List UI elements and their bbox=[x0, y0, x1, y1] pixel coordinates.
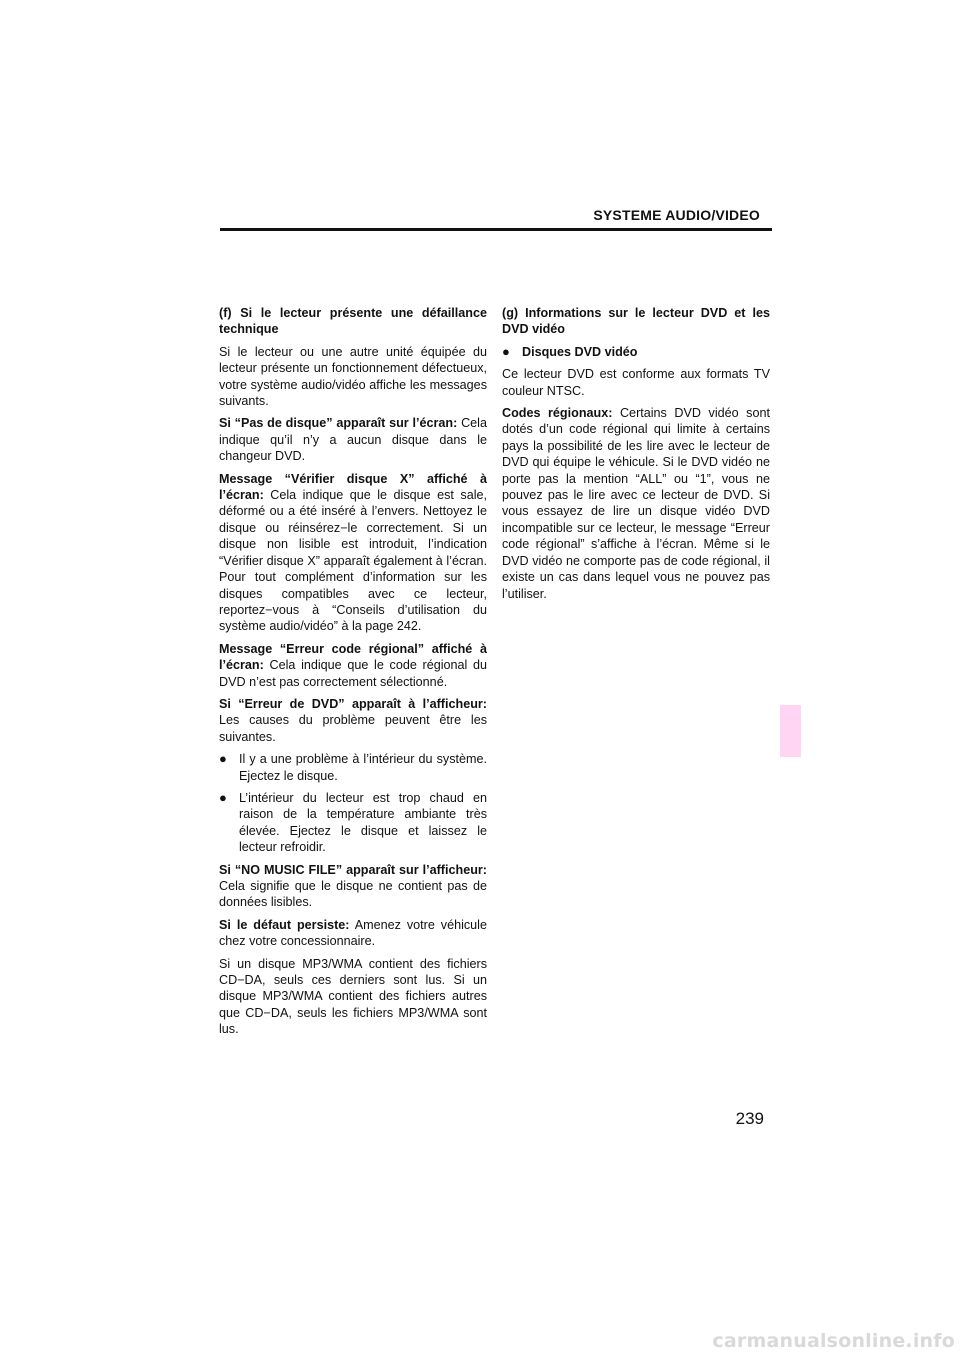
lead-text: Codes régionaux: bbox=[502, 406, 613, 421]
bullet-text: L’intérieur du lecteur est trop chaud en raison de la température ambiante très élevée. Ejectez le disque et laissez le lecteur refroidir. bbox=[239, 790, 487, 855]
lead-text: Message “Vérifier disque X” affiché à l’écran: bbox=[219, 471, 487, 503]
bullet-icon: ● bbox=[219, 751, 227, 767]
body-text: Cela indique qu’il n’y a aucun disque dans le changeur DVD. bbox=[219, 416, 487, 464]
lead-text: Message “Erreur code régional” affiché à l’écran: bbox=[219, 641, 487, 673]
right-column bbox=[502, 305, 770, 608]
section-title: SYSTEME AUDIO/VIDEO bbox=[593, 207, 760, 223]
closing-paragraph: Si un disque MP3/WMA contient des fichiers CD−DA, seuls ces derniers sont lus. Si un disque MP3/WMA contient des fichiers autres que CD−DA, seuls les fichiers MP3/WMA sont lus. bbox=[219, 956, 487, 1037]
bullet-text: Il y a une problème à l’intérieur du système. Ejectez le disque. bbox=[239, 752, 487, 783]
page-number: 239 bbox=[735, 1109, 764, 1128]
bullet-title bbox=[502, 344, 770, 360]
bullet-item bbox=[219, 751, 487, 784]
bullet-item bbox=[219, 790, 487, 856]
header-rule bbox=[220, 228, 772, 231]
left-column bbox=[219, 305, 487, 1044]
body-text: Amenez votre véhicule chez votre concessionnaire. bbox=[219, 917, 487, 949]
intro-paragraph: Si le lecteur ou une autre unité équipée du lecteur présente un fonctionnement défectueux, votre système audio/vidéo affiche les messages suivants. bbox=[219, 344, 487, 409]
body-text: Certains DVD vidéo sont dotés d’un code régional qui limite à certains pays la possibilité de les lire avec le lecteur de DVD qui équipe le véhicule. Si le DVD vidéo ne porte pas la mention “ALL” ou “1”, vous ne pouvez pas le lire avec ce lecteur de DVD. Si vous essayez de lire un disque vidéo DVD incompatible sur ce lecteur, le message “Erreur code régional” s’affiche à l’écran. Même si le DVD vidéo ne comporte pas de code régional, il existe un cas dans lequel vous ne pouvez pas l’utiliser. bbox=[502, 406, 770, 601]
lead-text: Si “NO MUSIC FILE” apparaît sur l’afficheur: bbox=[219, 862, 487, 877]
section-f-heading: (f) Si le lecteur présente une défaillance technique bbox=[219, 306, 487, 337]
section-g-heading: (g) Informations sur le lecteur DVD et les DVD vidéo bbox=[502, 306, 770, 337]
message-check-disc bbox=[219, 471, 487, 635]
chapter-tab bbox=[780, 705, 801, 757]
bullet-title-text: Disques DVD vidéo bbox=[522, 344, 638, 359]
body-text: Cela signifie que le disque ne contient pas de données lisibles. bbox=[219, 879, 487, 910]
message-no-music-file bbox=[219, 862, 487, 911]
watermark: carmanualsonline.info bbox=[712, 1330, 955, 1352]
message-fault-persists bbox=[219, 917, 487, 950]
message-no-disc bbox=[219, 415, 487, 464]
message-region-code-error bbox=[219, 641, 487, 690]
lead-text: Si “Pas de disque” apparaît sur l’écran: bbox=[219, 416, 458, 431]
lead-text: Si “Erreur de DVD” apparaît à l’afficheur: bbox=[219, 696, 487, 711]
body-text: Les causes du problème peuvent être les suivantes. bbox=[219, 713, 487, 744]
bullet-icon: ● bbox=[219, 789, 227, 805]
body-text: Cela indique que le code régional du DVD n’est pas correctement sélectionné. bbox=[219, 658, 487, 689]
bullet-icon: ● bbox=[502, 343, 510, 359]
ntsc-paragraph: Ce lecteur DVD est conforme aux formats TV couleur NTSC. bbox=[502, 367, 770, 398]
lead-text: Si le défaut persiste: bbox=[219, 917, 350, 932]
message-dvd-error bbox=[219, 696, 487, 745]
body-text: Cela indique que le disque est sale, déformé ou a été inséré à l’envers. Nettoyez le disque ou réinsérez−le correctement. Si un disque non lisible est introduit, l’indication “Vérifier disque X” apparaît également à l’écran. Pour tout complément d’information sur les disques compatibles avec ce lecteur, reportez−vous à “Conseils d’utilisation du système audio/vidéo” à la page 242. bbox=[219, 488, 487, 634]
region-codes-paragraph bbox=[502, 405, 770, 602]
